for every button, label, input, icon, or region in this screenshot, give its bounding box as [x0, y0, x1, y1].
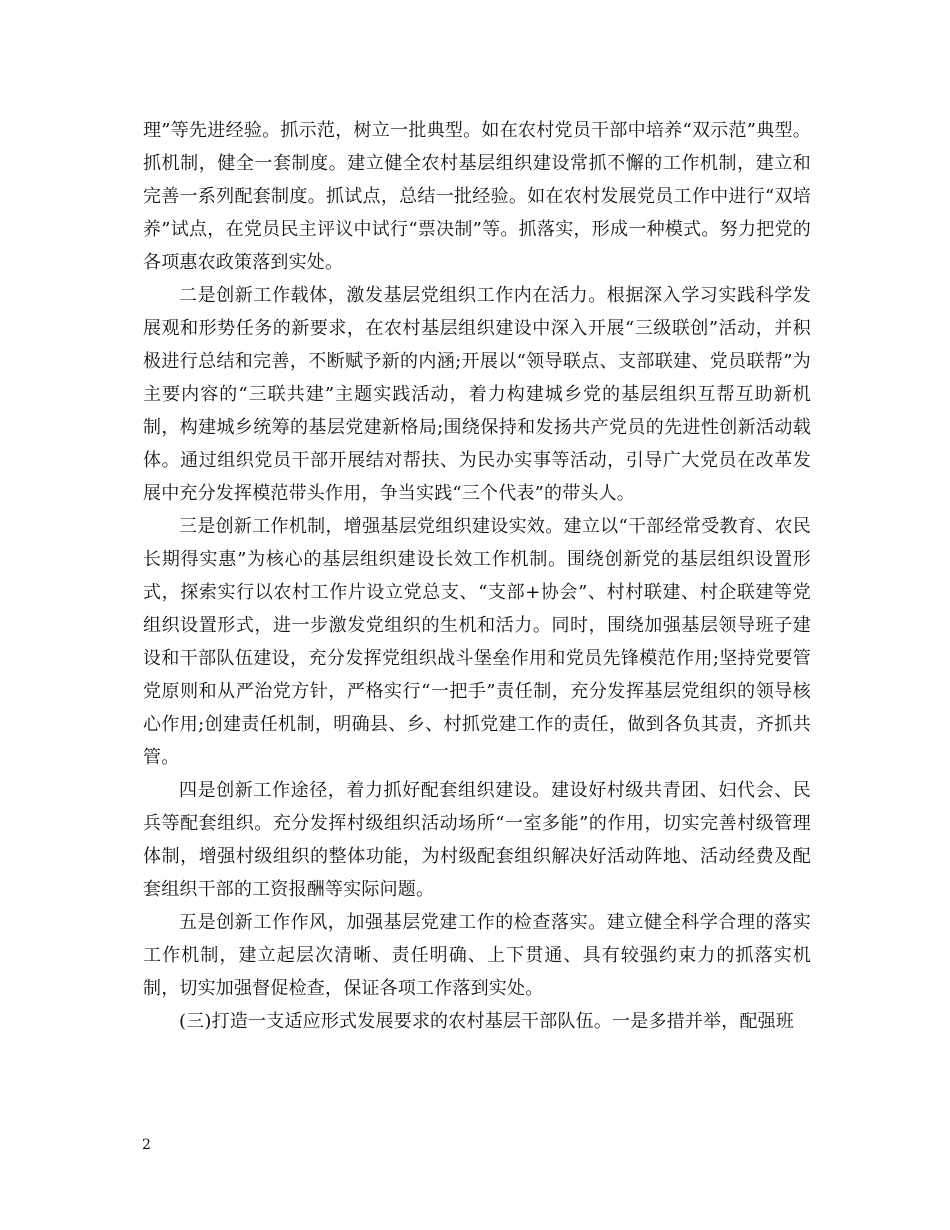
paragraph-item-two: 二是创新工作载体，激发基层党组织工作内在活力。根据深入学习实践科学发展观和形势任务的新要求，在农村基层组织建设中深入开展“三级联创”活动，并积极进行总结和完善，不断赋予新的内涵;开展以“领导联点、支部联建、党员联帮”为主要内容的“三联共建”主题实践活动，着力构建城乡党的基层组织互帮互助新机制，构建城乡统筹的基层党建新格局;围绕保持和发扬共产党员的先进性创新活动载体。通过组织党员干部开展结对帮扶、为民办实事等活动，引导广大党员在改革发展中充分发挥模范带头作用，争当实践“三个代表”的带头人。 [143, 285, 811, 504]
paragraph-item-five: 五是创新工作作风，加强基层党建工作的检查落实。建立健全科学合理的落实工作机制，建立起层次清晰、责任明确、上下贯通、具有较强约束力的抓落实机制，切实加强督促检查，保证各项工作落到实处。 [143, 912, 811, 999]
document-body [143, 114, 811, 1038]
paragraph-section-three: (三)打造一支适应形式发展要求的农村基层干部队伍。一是多措并举，配强班 [179, 1011, 795, 1032]
paragraph-continuation: 理”等先进经验。抓示范，树立一批典型。如在农村党员干部中培养“双示范”典型。抓机制，健全一套制度。建立健全农村基层组织建设常抓不懈的工作机制，建立和完善一系列配套制度。抓试点，总结一批经验。如在农村发展党员工作中进行“双培养”试点，在党员民主评议中试行“票决制”等。抓落实，形成一种模式。努力把党的各项惠农政策落到实处。 [143, 120, 811, 273]
paragraph-item-three: 三是创新工作机制，增强基层党组织建设实效。建立以“干部经常受教育、农民长期得实惠”为核心的基层组织建设长效工作机制。围绕创新党的基层组织设置形式，探索实行以农村工作片设立党总支、“支部+协会”、村村联建、村企联建等党组织设置形式，进一步激发党组织的生机和活力。同时，围绕加强基层领导班子建设和干部队伍建设，充分发挥党组织战斗堡垒作用和党员先锋模范作用;坚持党要管党原则和从严治党方针，严格实行“一把手”责任制，充分发挥基层党组织的领导核心作用;创建责任机制，明确县、乡、村抓党建工作的责任，做到各负其责，齐抓共管。 [143, 516, 811, 768]
paragraph-item-four: 四是创新工作途径，着力抓好配套组织建设。建设好村级共青团、妇代会、民兵等配套组织。充分发挥村级组织活动场所“一室多能”的作用，切实完善村级管理体制，增强村级组织的整体功能，为村级配套组织解决好活动阵地、活动经费及配套组织干部的工资报酬等实际问题。 [143, 780, 811, 900]
page-number: 2 [142, 1137, 151, 1153]
